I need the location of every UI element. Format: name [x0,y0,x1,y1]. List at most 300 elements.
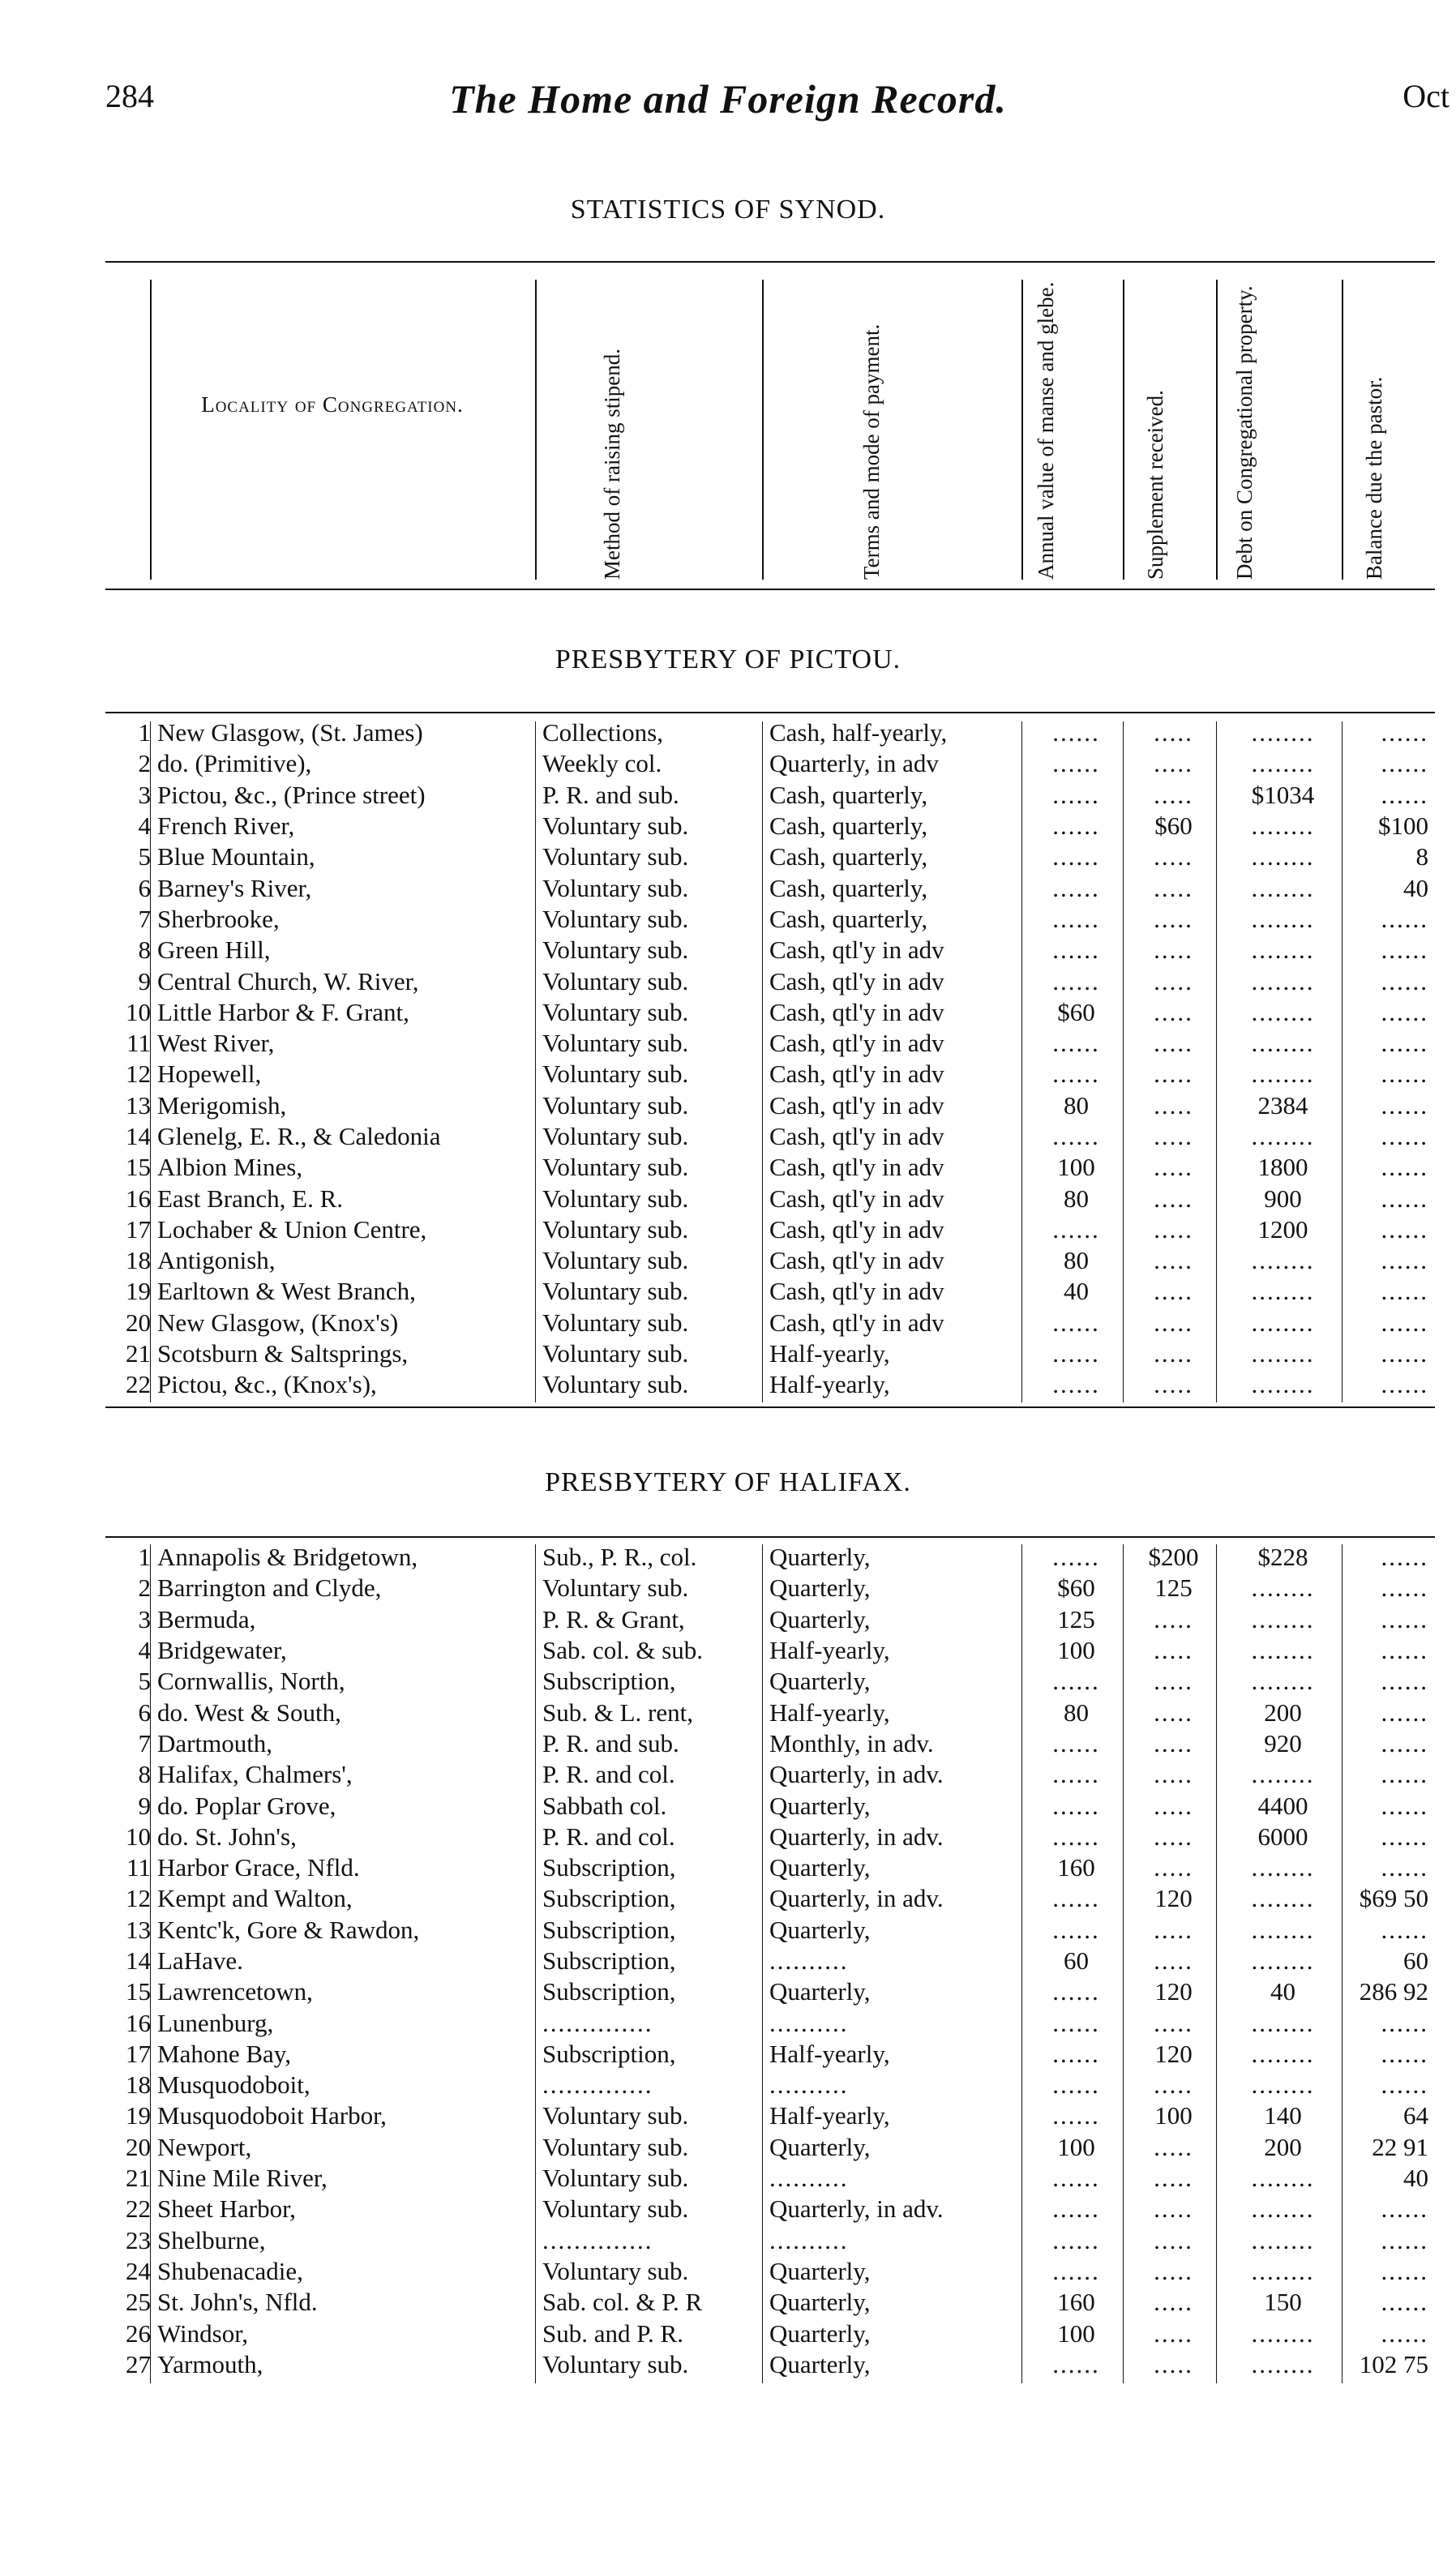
balance-cell: ...... [1381,749,1428,778]
method-cell: Weekly col. [542,749,662,778]
debt-cell: 900 [1264,1184,1302,1213]
balance-cell: ...... [1381,1636,1428,1665]
terms-cell: .......... [769,2225,849,2254]
debt-cell: ........ [1251,1339,1315,1368]
manse-value-cell: ...... [1052,1822,1100,1851]
terms-cell: Cash, qtl'y in adv [769,966,944,995]
table-row [101,2349,1435,2380]
debt-cell: ........ [1251,1060,1315,1089]
balance-cell: 22 91 [1372,2132,1428,2161]
terms-cell: Quarterly, [769,2132,871,2161]
balance-cell: ...... [1381,2039,1428,2068]
supplement-cell: ..... [1154,1060,1193,1089]
balance-cell: 8 [1415,842,1428,871]
balance-cell: ...... [1381,1604,1428,1633]
method-cell: Collections, [542,718,663,747]
debt-column-header: Debt on Congregational property. [1232,285,1257,580]
journal-title: The Home and Foreign Record. [449,76,1007,122]
row-number: 3 [138,780,151,809]
row-number: 3 [138,1604,151,1633]
row-number: 4 [138,811,151,841]
debt-cell: ........ [1251,2349,1315,2378]
terms-cell: Half-yearly, [769,1698,890,1727]
table-row [101,997,1435,1028]
supplement-cell: ..... [1154,1184,1193,1213]
debt-cell: ........ [1251,2194,1315,2224]
locality-cell: Pictou, &c., (Knox's), [157,1370,377,1399]
supplement-cell: ..... [1154,904,1193,933]
method-cell: Subscription, [542,1884,676,1913]
method-cell: P. R. and sub. [542,1728,679,1758]
method-cell: Sab. col. & sub. [542,1636,704,1665]
manse-value-cell: ...... [1052,811,1100,841]
locality-cell: Blue Mountain, [157,842,315,871]
row-number: 9 [138,1791,151,1820]
table-row [101,1915,1435,1946]
locality-cell: Newport, [157,2132,252,2161]
locality-cell: Antigonish, [157,1246,276,1275]
table-row [101,2132,1435,2163]
locality-cell: do. Poplar Grove, [157,1791,336,1820]
method-cell: Voluntary sub. [542,2256,689,2285]
method-cell: Voluntary sub. [542,904,689,933]
manse-value-cell: ...... [1052,1543,1100,1572]
supplement-cell: ..... [1154,842,1193,871]
row-number: 7 [138,1728,151,1758]
method-cell: Subscription, [542,1946,676,1975]
row-number: 18 [126,2070,151,2100]
debt-cell: ........ [1251,2318,1315,2348]
manse-value-cell: ...... [1052,718,1100,747]
table-row [101,1276,1435,1307]
row-number: 10 [126,997,151,1026]
manse-value-cell: ...... [1052,2225,1100,2254]
locality-cell: Musquodoboit, [157,2070,310,2100]
halifax-table [101,1542,1435,2380]
supplement-cell: ..... [1154,1636,1193,1665]
row-number: 16 [126,1184,151,1213]
manse-value-cell: 100 [1057,1153,1095,1182]
balance-cell: ...... [1381,1060,1428,1089]
balance-cell: ...... [1381,1543,1428,1572]
balance-cell: 40 [1403,2164,1428,2193]
manse-value-cell: 100 [1057,2132,1095,2161]
row-number: 11 [126,1029,151,1058]
manse-value-cell: 80 [1064,1246,1089,1275]
table-row [101,1121,1435,1152]
table-row [101,1604,1435,1635]
supplement-cell: ..... [1154,1153,1193,1182]
row-number: 23 [126,2225,151,2254]
locality-cell: Dartmouth, [157,1728,273,1758]
terms-cell: .......... [769,2008,849,2037]
debt-cell: ........ [1251,2225,1315,2254]
manse-value-cell: 40 [1064,1277,1089,1306]
debt-cell: ........ [1251,2256,1315,2285]
row-number: 21 [126,2164,151,2193]
terms-cell: Cash, qtl'y in adv [769,1184,944,1213]
method-cell: Voluntary sub. [542,1339,689,1368]
balance-cell: ...... [1381,1853,1428,1882]
manse-value-cell: ...... [1052,1214,1100,1244]
locality-cell: Little Harbor & F. Grant, [157,997,409,1026]
manse-value-cell: ...... [1052,749,1100,778]
balance-cell: ...... [1381,1122,1428,1150]
debt-cell: ........ [1251,935,1315,965]
manse-value-cell: 125 [1057,1604,1095,1633]
locality-cell: St. John's, Nfld. [157,2288,318,2317]
row-number: 1 [138,1543,151,1572]
locality-cell: Lawrencetown, [157,1977,313,2006]
debt-cell: 2384 [1257,1090,1308,1120]
locality-cell: do. West & South, [157,1698,341,1727]
manse-value-cell: 80 [1064,1698,1089,1727]
balance-cell: ...... [1381,1153,1428,1182]
debt-cell: 200 [1264,2132,1302,2161]
statistics-title: STATISTICS OF SYNOD. [570,195,886,225]
row-number: 8 [138,1760,151,1789]
balance-column-header: Balance due the pastor. [1362,376,1386,580]
balance-cell: ...... [1381,1728,1428,1758]
terms-cell: Cash, quarterly, [769,780,928,809]
terms-cell: Cash, qtl'y in adv [769,1246,944,1275]
supplement-cell: $60 [1154,811,1193,841]
table-row [101,1338,1435,1369]
supplement-cell: $200 [1148,1543,1199,1572]
supplement-cell: ..... [1154,1791,1193,1820]
balance-cell: 102 75 [1359,2349,1428,2378]
balance-cell: ...... [1381,2288,1428,2317]
locality-cell: do. (Primitive), [157,749,312,778]
row-number: 1 [138,718,151,747]
terms-cell: Cash, qtl'y in adv [769,935,944,965]
table-row [101,1245,1435,1276]
supplement-cell: 120 [1154,1977,1193,2006]
locality-cell: Earltown & West Branch, [157,1277,416,1306]
method-cell: Voluntary sub. [542,1573,689,1603]
month-label: Oct [1402,78,1450,114]
table-row [101,1759,1435,1790]
terms-cell: Quarterly, [769,1573,871,1603]
balance-cell: 286 92 [1359,1977,1428,2006]
locality-cell: French River, [157,811,295,841]
manse-value-cell: 160 [1057,2288,1095,2317]
row-number: 12 [126,1884,151,1913]
terms-cell: Quarterly, [769,1853,871,1882]
debt-cell: ........ [1251,873,1315,902]
table-row [101,1666,1435,1697]
balance-cell: ...... [1381,1029,1428,1058]
table-row [101,1697,1435,1728]
supplement-cell: ..... [1154,997,1193,1026]
terms-cell: Quarterly, in adv [769,749,939,778]
table-row [101,1028,1435,1059]
locality-cell: Lochaber & Union Centre, [157,1214,427,1244]
terms-cell: Quarterly, [769,1543,871,1572]
locality-cell: New Glasgow, (Knox's) [157,1308,399,1337]
manse-value-cell: 80 [1064,1090,1089,1120]
supplement-cell: ..... [1154,1698,1193,1727]
manse-value-cell: ...... [1052,873,1100,902]
table-row [101,2007,1435,2038]
manse-value-cell: ...... [1052,2008,1100,2037]
debt-cell: ........ [1251,966,1315,995]
balance-cell: ...... [1381,1698,1428,1727]
terms-cell: Half-yearly, [769,2039,890,2068]
debt-cell: ........ [1251,1122,1315,1150]
balance-cell: ...... [1381,1915,1428,1944]
row-number: 26 [126,2318,151,2348]
manse-value-cell: ...... [1052,1370,1100,1399]
supplement-cell: ..... [1154,1822,1193,1851]
locality-cell: Bermuda, [157,1604,256,1633]
manse-value-cell: ...... [1052,935,1100,965]
locality-cell: Nine Mile River, [157,2164,328,2193]
method-cell: Voluntary sub. [542,1246,689,1275]
locality-cell: Sherbrooke, [157,904,280,933]
method-cell: .............. [542,2008,653,2037]
manse-value-cell: ...... [1052,1884,1100,1913]
method-cell: Sub. & L. rent, [542,1698,693,1727]
balance-cell: ...... [1381,2256,1428,2285]
terms-cell: Cash, qtl'y in adv [769,1029,944,1058]
locality-cell: Musquodoboit Harbor, [157,2101,387,2130]
balance-cell: ...... [1381,1184,1428,1213]
debt-cell: ........ [1251,2039,1315,2068]
debt-cell: 150 [1264,2288,1302,2317]
manse-value-cell: ...... [1052,780,1100,809]
terms-cell: .......... [769,1946,849,1975]
balance-cell: ...... [1381,1246,1428,1275]
terms-cell: Quarterly, in adv. [769,1760,944,1789]
method-cell: Subscription, [542,1977,676,2006]
row-number: 13 [126,1915,151,1944]
manse-value-cell: $60 [1057,997,1095,1026]
balance-cell: ...... [1381,1214,1428,1244]
balance-cell: ...... [1381,1573,1428,1603]
row-number: 16 [126,2008,151,2037]
supplement-cell: ..... [1154,1090,1193,1120]
supplement-cell: ..... [1154,1604,1193,1633]
supplement-cell: ..... [1154,1760,1193,1789]
table-row [101,872,1435,903]
table-row [101,904,1435,935]
manse-value-cell: ...... [1052,1308,1100,1337]
balance-cell: ...... [1381,1822,1428,1851]
balance-cell: ...... [1381,1339,1428,1368]
balance-cell: ...... [1381,904,1428,933]
row-number: 17 [126,2039,151,2068]
balance-cell: ...... [1381,1370,1428,1399]
row-number: 22 [126,2194,151,2224]
supplement-cell: ..... [1154,1246,1193,1275]
locality-cell: Barrington and Clyde, [157,1573,382,1603]
table-row [101,1308,1435,1338]
debt-cell: ........ [1251,1667,1315,1696]
terms-cell: Quarterly, in adv. [769,2194,944,2224]
balance-cell: ...... [1381,2194,1428,2224]
header-top-rule [105,261,1435,263]
debt-cell: ........ [1251,1277,1315,1306]
method-cell: Voluntary sub. [542,811,689,841]
method-cell: Voluntary sub. [542,842,689,871]
supplement-cell: ..... [1154,1728,1193,1758]
row-number: 6 [138,873,151,902]
locality-cell: Lunenburg, [157,2008,274,2037]
halifax-section-title: PRESBYTERY OF HALIFAX. [545,1467,911,1497]
supplement-cell: ..... [1154,1029,1193,1058]
debt-cell: ........ [1251,1884,1315,1913]
manse-value-cell: ...... [1052,2101,1100,2130]
supplement-cell: ..... [1154,718,1193,747]
row-number: 2 [138,1573,151,1603]
supplement-cell: ..... [1154,1277,1193,1306]
debt-cell: ........ [1251,1915,1315,1944]
table-row [101,841,1435,872]
method-cell: Voluntary sub. [542,2194,689,2224]
table-row [101,2256,1435,2287]
table-row [101,780,1435,811]
manse-value-cell: ...... [1052,1915,1100,1944]
method-cell: Voluntary sub. [542,1214,689,1244]
locality-cell: Glenelg, E. R., & Caledonia [157,1122,441,1150]
terms-cell: Quarterly, in adv. [769,1822,944,1851]
row-number: 4 [138,1636,151,1665]
row-number: 7 [138,904,151,933]
balance-cell: ...... [1381,1791,1428,1820]
debt-cell: ........ [1251,1760,1315,1789]
balance-cell: $100 [1378,811,1428,841]
terms-cell: Half-yearly, [769,1370,890,1399]
row-number: 15 [126,1977,151,2006]
row-number: 18 [126,1246,151,1275]
method-column-header: Method of raising stipend. [600,349,624,580]
manse-value-cell: ...... [1052,842,1100,871]
locality-cell: Barney's River, [157,873,312,902]
manse-value-cell: ...... [1052,1339,1100,1368]
terms-cell: Half-yearly, [769,1339,890,1368]
locality-cell: Cornwallis, North, [157,1667,345,1696]
method-cell: Voluntary sub. [542,2101,689,2130]
method-cell: Voluntary sub. [542,997,689,1026]
manse-value-cell: ...... [1052,1122,1100,1150]
row-number: 2 [138,749,151,778]
manse-value-cell: ...... [1052,1977,1100,2006]
method-cell: Voluntary sub. [542,2349,689,2378]
terms-cell: Cash, qtl'y in adv [769,1308,944,1337]
debt-cell: ........ [1251,997,1315,1026]
debt-cell: 920 [1264,1728,1302,1758]
locality-cell: Merigomish, [157,1090,287,1120]
row-number: 17 [126,1214,151,1244]
debt-cell: ........ [1251,904,1315,933]
row-number: 27 [126,2349,151,2378]
method-cell: Voluntary sub. [542,1277,689,1306]
table-row [101,1542,1435,1573]
method-cell: Voluntary sub. [542,935,689,965]
balance-cell: ...... [1381,935,1428,965]
supplement-cell: ..... [1154,780,1193,809]
terms-cell: Quarterly, in adv. [769,1884,944,1913]
manse-value-cell: 160 [1057,1853,1095,1882]
method-cell: Sabbath col. [542,1791,667,1820]
method-cell: Sab. col. & P. R [542,2288,703,2317]
method-cell: .............. [542,2225,653,2254]
locality-cell: Albion Mines, [157,1153,303,1182]
method-cell: Voluntary sub. [542,966,689,995]
debt-cell: 140 [1264,2101,1302,2130]
locality-cell: Sheet Harbor, [157,2194,296,2224]
manse-value-cell: ...... [1052,2349,1100,2378]
manse-value-cell: ...... [1052,1760,1100,1789]
balance-cell: ...... [1381,1760,1428,1789]
row-number: 5 [138,842,151,871]
terms-cell: .......... [769,2070,849,2100]
supplement-cell: ..... [1154,1308,1193,1337]
supplement-cell: ..... [1154,749,1193,778]
locality-cell: West River, [157,1029,275,1058]
table-row [101,2287,1435,2318]
method-cell: P. R. and col. [542,1760,675,1789]
supplement-cell: ..... [1154,2349,1193,2378]
table-row [101,2318,1435,2348]
locality-cell: Kentc'k, Gore & Rawdon, [157,1915,420,1944]
method-cell: P. R. & Grant, [542,1604,685,1633]
locality-cell: LaHave. [157,1946,243,1975]
debt-cell: 40 [1270,1977,1295,2006]
supplement-cell: 125 [1154,1573,1193,1603]
row-number: 15 [126,1153,151,1182]
terms-cell: Cash, qtl'y in adv [769,1277,944,1306]
method-cell: Voluntary sub. [542,1090,689,1120]
row-number: 20 [126,1308,151,1337]
supplement-cell: 120 [1154,1884,1193,1913]
supplement-cell: ..... [1154,1946,1193,1975]
terms-cell: Cash, qtl'y in adv [769,997,944,1026]
method-cell: P. R. and col. [542,1822,675,1851]
supplement-cell: 120 [1154,2039,1193,2068]
row-number: 5 [138,1667,151,1696]
supplement-cell: 100 [1154,2101,1193,2130]
supplement-cell: ..... [1154,873,1193,902]
table-row [101,1822,1435,1852]
debt-cell: $1034 [1251,780,1315,809]
method-cell: Subscription, [542,2039,676,2068]
debt-cell: 1200 [1257,1214,1308,1244]
debt-cell: ........ [1251,1370,1315,1399]
table-row [101,748,1435,779]
row-number: 14 [126,1946,151,1975]
debt-cell: $228 [1257,1543,1308,1572]
table-row [101,2194,1435,2224]
locality-cell: Green Hill, [157,935,271,965]
row-number: 22 [126,1370,151,1399]
row-number: 10 [126,1822,151,1851]
pictou-table [101,717,1435,1401]
debt-cell: ........ [1251,1308,1315,1337]
supplement-cell: ..... [1154,1853,1193,1882]
balance-cell: ...... [1381,2070,1428,2100]
terms-cell: Half-yearly, [769,2101,890,2130]
row-number: 8 [138,935,151,965]
method-cell: P. R. and sub. [542,780,679,809]
method-cell: Voluntary sub. [542,1153,689,1182]
table-row [101,2039,1435,2070]
supplement-cell: ..... [1154,1370,1193,1399]
method-cell: Voluntary sub. [542,2164,689,2193]
halifax-top-rule [105,1536,1435,1538]
supplement-column-header: Supplement received. [1143,390,1167,580]
